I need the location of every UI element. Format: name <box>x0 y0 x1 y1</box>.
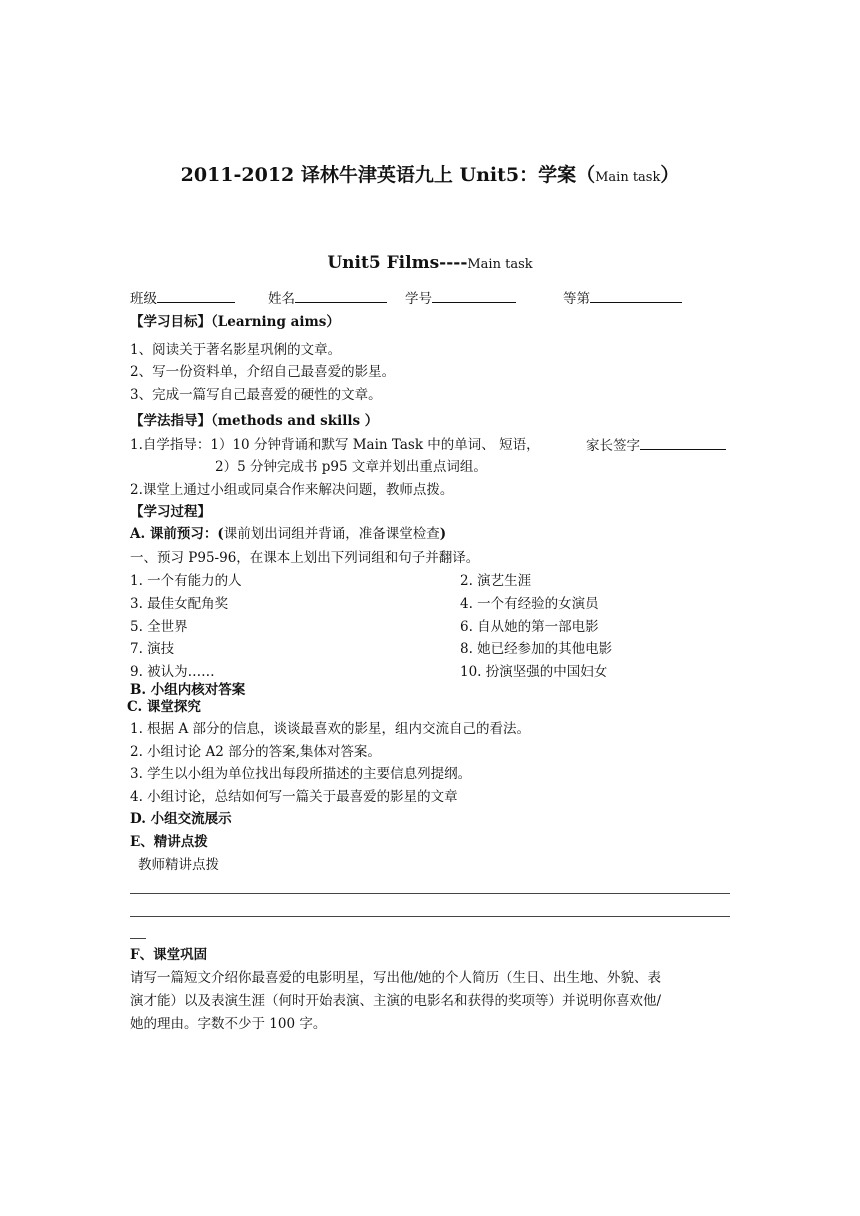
parent-sign-blank[interactable] <box>640 436 726 450</box>
parent-sign-field <box>586 436 726 455</box>
subtitle-main: Unit5 Films---- <box>327 253 468 273</box>
grade-field <box>563 289 682 308</box>
answer-line[interactable] <box>130 916 730 917</box>
phrase-item: 7. 演技 <box>130 641 175 657</box>
process-heading: 【学习过程】 <box>130 504 211 520</box>
inquiry-item: 3. 学生以小组为单位找出每段所描述的主要信息列提纲。 <box>130 766 472 782</box>
writing-task-line: 请写一篇短文介绍你最喜爱的电影明星，写出他/她的个人简历（生日、出生地、外貌、表 <box>130 970 662 986</box>
section-f-heading: F、课堂巩固 <box>130 947 208 963</box>
section-a-note: 课前划出词组并背诵，准备课堂检查 <box>223 526 440 542</box>
writing-task-line: 演才能）以及表演生涯（何时开始表演、主演的电影名和获得的奖项等）并说明你喜欢他/ <box>130 993 662 1009</box>
preview-intro: 一、预习 P95-96，在课本上划出下列词组和句子并翻译。 <box>130 550 480 566</box>
title-end: ） <box>660 164 680 186</box>
grade-label: 等第 <box>563 291 590 307</box>
teacher-note: 教师精讲点拨 <box>138 857 219 873</box>
methods-line-2: 2）5 分钟完成书 p95 文章并划出重点词组。 <box>215 459 487 475</box>
name-field <box>268 289 387 308</box>
phrase-item: 2. 演艺生涯 <box>460 573 532 589</box>
number-label: 学号 <box>405 291 432 307</box>
grade-blank[interactable] <box>590 289 682 303</box>
methods-line-3: 2.课堂上通过小组或同桌合作来解决问题，教师点拨。 <box>130 482 454 498</box>
phrase-item: 9. 被认为…… <box>130 664 215 680</box>
writing-task-line: 她的理由。字数不少于 100 字。 <box>130 1016 327 1032</box>
parent-sign-label: 家长签字 <box>586 438 640 454</box>
class-label: 班级 <box>130 291 157 307</box>
methods-heading: 【学法指导】（methods and skills ） <box>130 413 379 429</box>
aim-item: 2、写一份资料单，介绍自己最喜爱的影星。 <box>130 364 396 380</box>
aims-heading: 【学习目标】（Learning aims） <box>130 314 340 330</box>
title-main: 2011-2012 译林牛津英语九上 Unit5：学案（ <box>180 164 596 186</box>
name-label: 姓名 <box>268 291 295 307</box>
inquiry-item: 2. 小组讨论 A2 部分的答案,集体对答案。 <box>130 744 381 760</box>
phrase-item: 3. 最佳女配角奖 <box>130 596 229 612</box>
document-title <box>0 160 860 187</box>
aim-item: 1、阅读关于著名影星巩俐的文章。 <box>130 342 342 358</box>
phrase-item: 8. 她已经参加的其他电影 <box>460 641 613 657</box>
subtitle-small: Main task <box>467 257 533 272</box>
class-blank[interactable] <box>157 289 235 303</box>
class-field <box>130 289 235 308</box>
answer-line[interactable] <box>130 938 146 939</box>
phrase-item: 5. 全世界 <box>130 619 188 635</box>
inquiry-item: 4. 小组讨论，总结如何写一篇关于最喜爱的影星的文章 <box>130 789 458 805</box>
section-b-heading: B. 小组内核对答案 <box>130 682 246 698</box>
section-a-close: ) <box>439 526 447 542</box>
section-c-heading: C. 课堂探究 <box>127 699 201 715</box>
name-blank[interactable] <box>295 289 387 303</box>
document-subtitle <box>0 253 860 273</box>
aim-item: 3、完成一篇写自己最喜爱的硬性的文章。 <box>130 387 382 403</box>
section-e-heading: E、精讲点拨 <box>130 834 208 850</box>
methods-line-1: 1.自学指导：1）10 分钟背诵和默写 Main Task 中的单词、 短语， <box>130 437 540 453</box>
phrase-item: 10. 扮演坚强的中国妇女 <box>460 664 608 680</box>
answer-line[interactable] <box>130 893 730 894</box>
phrase-item: 4. 一个有经验的女演员 <box>460 596 599 612</box>
title-small: Main task <box>595 170 661 185</box>
section-a-label: A. 课前预习：( <box>130 526 224 542</box>
section-d-heading: D. 小组交流展示 <box>130 811 232 827</box>
number-field <box>405 289 516 308</box>
section-a-heading <box>130 525 446 543</box>
phrase-item: 6. 自从她的第一部电影 <box>460 619 599 635</box>
phrase-item: 1. 一个有能力的人 <box>130 573 242 589</box>
number-blank[interactable] <box>432 289 516 303</box>
inquiry-item: 1. 根据 A 部分的信息，谈谈最喜欢的影星，组内交流自己的看法。 <box>130 721 531 737</box>
